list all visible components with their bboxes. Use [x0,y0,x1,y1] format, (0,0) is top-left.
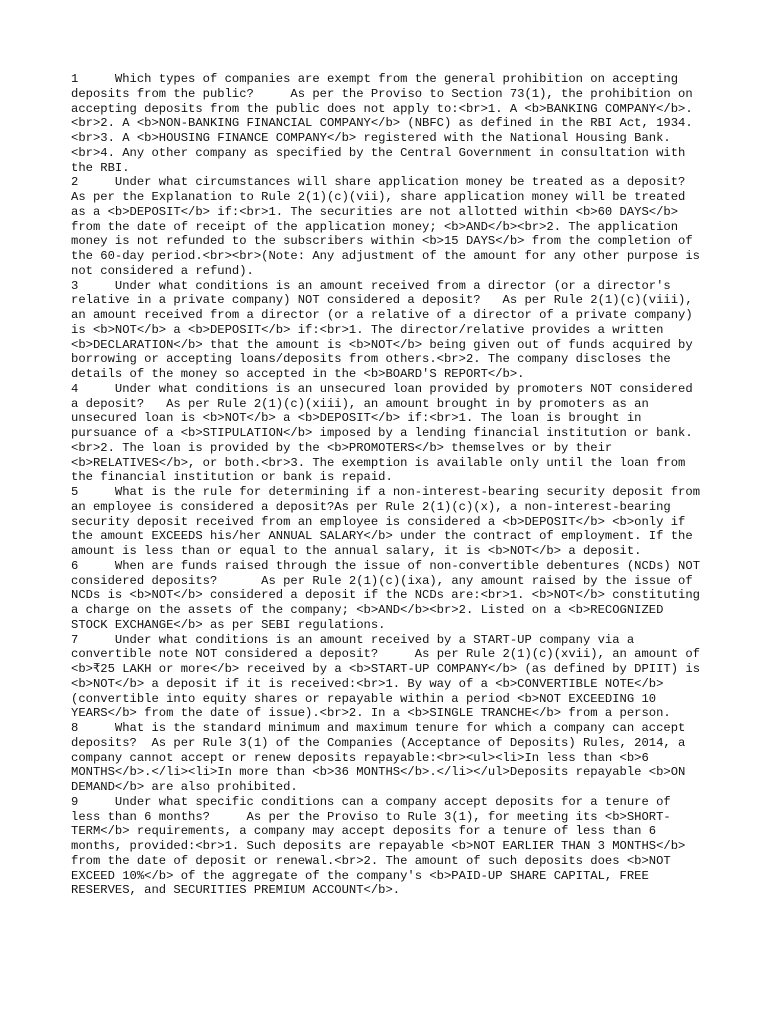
entry-answer: As per Rule 2(1)(c)(xvii), an amount of <b>₹25 LAKH or more</b> received by a <b>START-UP COMPANY</b> (as defined by DPIIT) is <b>NOT</b> a deposit if it is received:<br>1. By way of a <b>CONVERTIBLE NOTE</b> (convertible into equity shares or repayable within a period <b>NOT EXCEEDING 10 YEARS</b> from the date of issue).<br>2. In a <b>SINGLE TRANCHE</b> from a person. [71,647,708,721]
faq-entry-2 [71,175,708,278]
entry-answer: As per the Proviso to Section 73(1), the prohibition on accepting deposits from the public does not apply to:<br>1. A <b>BANKING COMPANY</b>.<br>2. A <b>NON-BANKING FINANCIAL COMPANY</b> (NBFC) as defined in the RBI Act, 1934.<br>3. A <b>HOUSING FINANCE COMPANY</b> registered with the National Housing Bank.<br>4. Any other company as specified by the Central Government in consultation with the RBI. [71,86,701,175]
entry-answer: As per Rule 3(1) of the Companies (Acceptance of Deposits) Rules, 2014, a company cannot accept or renew deposits repayable:<br><ul><li>In less than <b>6 MONTHS</b>.</li><li>In more than <b>36 MONTHS</b>.</li></ul>Deposits repayable <b>ON DEMAND</b> are also prohibited. [71,735,693,794]
entry-number: 4 [71,381,79,396]
faq-entry-8 [71,721,701,795]
entry-question: What is the standard minimum and maximum tenure for which a company can accept deposits? [71,721,693,750]
entry-question: Under what conditions is an amount received by a START-UP company via a convertible note NOT considered a deposit? [71,632,642,662]
entry-number: 2 [71,175,79,190]
faq-entry-1 [71,72,701,175]
entry-question: Under what specific conditions can a company accept deposits for a tenure of less than 6 months? [71,794,679,824]
entry-number: 3 [71,278,79,293]
entry-number: 6 [71,558,79,573]
entry-answer: As per Rule 2(1)(c)(x), a non-interest-bearing security deposit received from an employee is considered a <b>DEPOSIT</b> <b>only if the amount EXCEEDS his/her ANNUAL SALARY</b> under the contract of employment. If the amount is less than or equal to the annual salary, it is <b>NOT</b> a deposit. [71,499,700,558]
entry-number: 5 [71,485,79,499]
entry-number: 1 [71,72,79,86]
entry-answer: As per Rule 2(1)(c)(viii), an amount received from a director (or a relative of a director of a private company) is <b>NOT</b> a <b>DEPOSIT</b> if:<br>1. The director/relative provides a written <b>DECLARATION</b> that the amount is <b>NOT</b> being given out of funds acquired by borrowing or accepting loans/deposits from others.<br>2. The company discloses the details of the money so accepted in the <b>BOARD'S REPORT</b>. [71,293,701,381]
faq-entry-9 [71,795,701,898]
entry-question: Under what conditions is an amount received from a director (or a director's relative in a private company) NOT considered a deposit? [71,278,679,308]
entry-question: Under what conditions is an unsecured loan provided by promoters NOT considered a deposit? [71,381,701,411]
entry-answer: As per the Proviso to Rule 3(1), for meeting its <b>SHORT-TERM</b> requirements, a company may accept deposits for a tenure of less than 6 months, provided:<br>1. Such deposits are repayable <b>NOT EARLIER THAN 3 MONTHS</b> from the date of deposit or renewal.<br>2. The amount of such deposits does <b>NOT EXCEED 10%</b> of the aggregate of the company's <b>PAID-UP SHARE CAPITAL, FREE RESERVES, and SECURITIES PREMIUM ACCOUNT</b>. [71,809,693,898]
entry-answer: As per Rule 2(1)(c)(ixa), any amount raised by the issue of NCDs is <b>NOT</b> considered a deposit if the NCDs are:<br>1. <b>NOT</b> constituting a charge on the assets of the company; <b>AND</b><br>2. Listed on a <b>RECOGNIZED STOCK EXCHANGE</b> as per SEBI regulations. [71,573,708,632]
faq-entry-7 [71,632,708,722]
entry-answer: As per the Explanation to Rule 2(1)(c)(vii), share application money will be treated as a <b>DEPOSIT</b> if:<br>1. The securities are not allotted within <b>60 DAYS</b> from the date of receipt of the application money; <b>AND</b><br>2. The application money is not refunded to the subscribers within <b>15 DAYS</b> from the completion of the 60-day period.<br><br>(Note: Any adjustment of the amount for any other purpose is not considered a refund). [71,190,708,278]
entry-number: 9 [71,794,79,809]
entry-answer: As per Rule 2(1)(c)(xiii), an amount brought in by promoters as an unsecured loan is <b>NOT</b> a <b>DEPOSIT</b> if:<br>1. The loan is brought in pursuance of a <b>STIPULATION</b> imposed by a lending financial institution or bank.<br>2. The loan is provided by the <b>PROMOTERS</b> themselves or by their <b>RELATIVES</b>, or both.<br>3. The exemption is available only until the loan from the financial institution or bank is repaid. [71,396,693,485]
entry-question: Under what circumstances will share application money be treated as a deposit? [114,175,686,190]
entry-question: Which types of companies are exempt from the general prohibition on accepting deposits from the public? [71,72,686,101]
entry-number: 8 [71,721,79,735]
faq-entry-4 [71,382,701,485]
entry-question: When are funds raised through the issue of non-convertible debentures (NCDs) NOT considered deposits? [71,558,708,588]
faq-entry-3 [71,279,701,382]
faq-entry-6 [71,558,708,633]
document-body [71,72,708,898]
faq-entry-5 [71,485,708,559]
entry-question: What is the rule for determining if a non-interest-bearing security deposit from an employee is considered a deposit? [71,485,708,514]
entry-number: 7 [71,632,79,647]
